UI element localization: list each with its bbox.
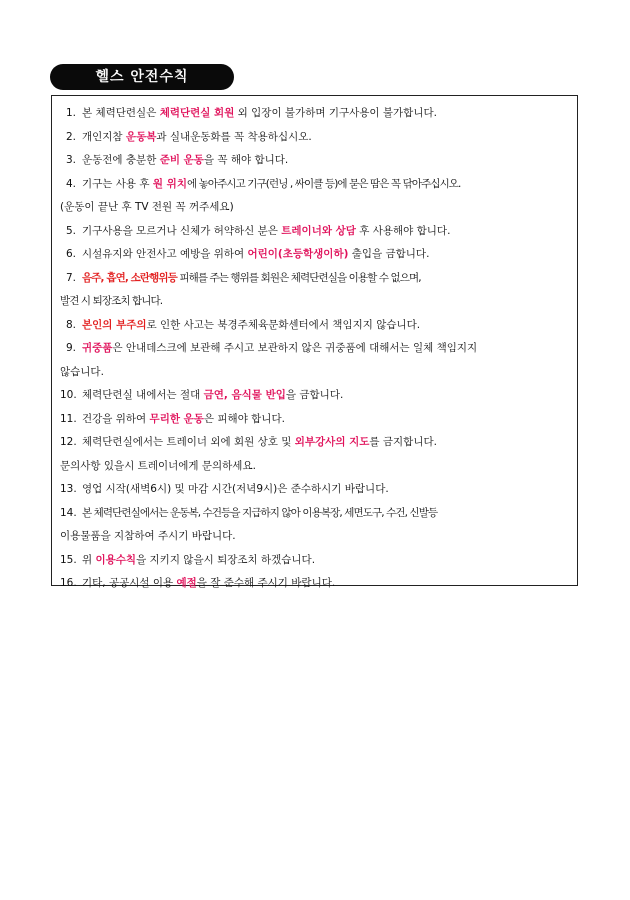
rule-item bbox=[60, 267, 571, 291]
rule-number: 5. bbox=[65, 224, 76, 237]
rule-item bbox=[60, 431, 571, 455]
rule-text: 을 잘 준수해 주시기 바랍니다. bbox=[196, 577, 336, 589]
rule-highlight: 트레이너와 상담 bbox=[281, 224, 356, 237]
rule-item bbox=[60, 173, 571, 197]
rule-text: 에 놓아주시고 기구(런닝 , 싸이클 등)에 묻은 땀은 꼭 닦아주십시오. bbox=[186, 177, 461, 190]
rule-text: 기구는 사용 후 bbox=[82, 177, 153, 190]
rule-highlight: 예절 bbox=[176, 577, 197, 589]
rule-number: 13. bbox=[60, 483, 77, 495]
rule-item bbox=[60, 243, 571, 267]
page-title: 헬스 안전수칙 bbox=[50, 64, 234, 90]
rule-item bbox=[60, 502, 571, 526]
rule-highlight: 운동복 bbox=[125, 130, 157, 143]
rule-text: 를 금지합니다. bbox=[369, 436, 437, 448]
rule-item bbox=[60, 408, 571, 432]
rule-text: 과 실내운동화를 꼭 착용하십시오. bbox=[156, 130, 312, 143]
rule-number: 1. bbox=[65, 107, 76, 119]
rule-highlight: 이용수칙 bbox=[95, 553, 137, 566]
rule-number: 12. bbox=[60, 436, 77, 448]
rule-text: 로 인한 사고는 북경주체육문화센터에서 책임지지 않습니다. bbox=[146, 318, 421, 331]
rule-continuation: 발견 시 퇴장조치 합니다. bbox=[60, 295, 163, 307]
rule-number: 15. bbox=[60, 553, 77, 566]
rule-text: 후 사용해야 합니다. bbox=[355, 224, 451, 237]
rule-highlight: 음주, 흡연, 소란행위등 bbox=[82, 271, 177, 284]
rules-box bbox=[51, 95, 578, 589]
rule-item bbox=[60, 102, 571, 126]
rule-continuation: 이용물품을 지참하여 주시기 바랍니다. bbox=[60, 530, 236, 542]
rule-text: 출입을 금합니다. bbox=[348, 248, 430, 260]
rule-highlight: 금연, 음식물 반입 bbox=[203, 389, 286, 401]
rule-number: 3. bbox=[65, 154, 76, 166]
rule-highlight: 무리한 운동 bbox=[149, 412, 204, 425]
rule-number: 7. bbox=[65, 271, 76, 284]
rule-text: 개인지참 bbox=[82, 130, 126, 143]
rule-text: 외 입장이 불가하며 기구사용이 불가합니다. bbox=[234, 107, 437, 119]
rule-continuation: 문의사항 있을시 트레이너에게 문의하세요. bbox=[60, 459, 256, 472]
rule-number: 16. bbox=[60, 577, 77, 589]
rule-highlight: 어린이(초등학생이하) bbox=[247, 248, 349, 260]
rule-continuation: (운동이 끝난 후 TV 전원 꼭 꺼주세요) bbox=[60, 201, 234, 213]
rule-text: 체력단련실에서는 트레이너 외에 회원 상호 및 bbox=[82, 436, 295, 448]
rule-continuation: 않습니다. bbox=[60, 365, 104, 378]
rule-text: 운동전에 충분한 bbox=[82, 154, 160, 166]
rule-text: 은 피해야 합니다. bbox=[203, 412, 285, 425]
rule-text: 은 안내데스크에 보관해 주시고 보관하지 않은 귀중품에 대해서는 일체 책임지지 bbox=[112, 342, 478, 354]
rule-item bbox=[60, 126, 571, 150]
rule-item bbox=[60, 549, 571, 573]
rule-item bbox=[60, 572, 571, 596]
rule-text: 건강을 위하여 bbox=[82, 412, 150, 425]
rule-number: 8. bbox=[65, 318, 76, 331]
rule-item bbox=[60, 478, 571, 502]
rule-number: 14. bbox=[60, 506, 77, 519]
rule-item bbox=[60, 384, 571, 408]
rule-text: 기타, 공공시설 이용 bbox=[82, 577, 177, 589]
rule-number: 4. bbox=[65, 177, 76, 190]
rule-item bbox=[60, 220, 571, 244]
rule-highlight: 원 위치 bbox=[152, 177, 187, 190]
rule-text: 체력단련실 내에서는 절대 bbox=[82, 389, 204, 401]
rule-text: 을 지키지 않을시 퇴장조치 하겠습니다. bbox=[136, 553, 316, 566]
rule-item bbox=[60, 149, 571, 173]
rule-text: 을 꼭 해야 합니다. bbox=[203, 154, 289, 166]
rule-number: 10. bbox=[60, 389, 77, 401]
rule-number: 9. bbox=[65, 342, 76, 354]
rule-text: 을 금합니다. bbox=[285, 389, 344, 401]
rule-number: 6. bbox=[65, 248, 76, 260]
rule-text: 본 체력단련실은 bbox=[82, 107, 160, 119]
rule-text: 위 bbox=[82, 553, 96, 566]
rule-highlight: 외부강사의 지도 bbox=[294, 436, 370, 448]
rule-text: 기구사용을 모르거나 신체가 허약하신 분은 bbox=[82, 224, 282, 237]
rule-text: 시설유지와 안전사고 예방을 위하여 bbox=[82, 248, 248, 260]
rule-highlight: 귀중품 bbox=[82, 342, 113, 354]
rule-item bbox=[60, 314, 571, 338]
rule-number: 2. bbox=[65, 130, 76, 143]
rule-highlight: 체력단련실 회원 bbox=[159, 107, 235, 119]
rule-text: 영업 시작(새벽6시) 및 마감 시간(저녁9시)은 준수하시기 바랍니다. bbox=[82, 483, 389, 495]
rule-text: 피해를 주는 행위를 회원은 체력단련실을 이용할 수 없으며, bbox=[176, 271, 421, 284]
rule-item bbox=[60, 337, 571, 361]
rule-highlight: 본인의 부주의 bbox=[82, 318, 147, 331]
rule-number: 11. bbox=[60, 412, 77, 425]
rule-text: 본 체력단련실에서는 운동복, 수건등을 지급하지 않아 이용복장, 세면도구, 수건, 신발등 bbox=[82, 506, 438, 519]
rule-highlight: 준비 운동 bbox=[159, 154, 204, 166]
